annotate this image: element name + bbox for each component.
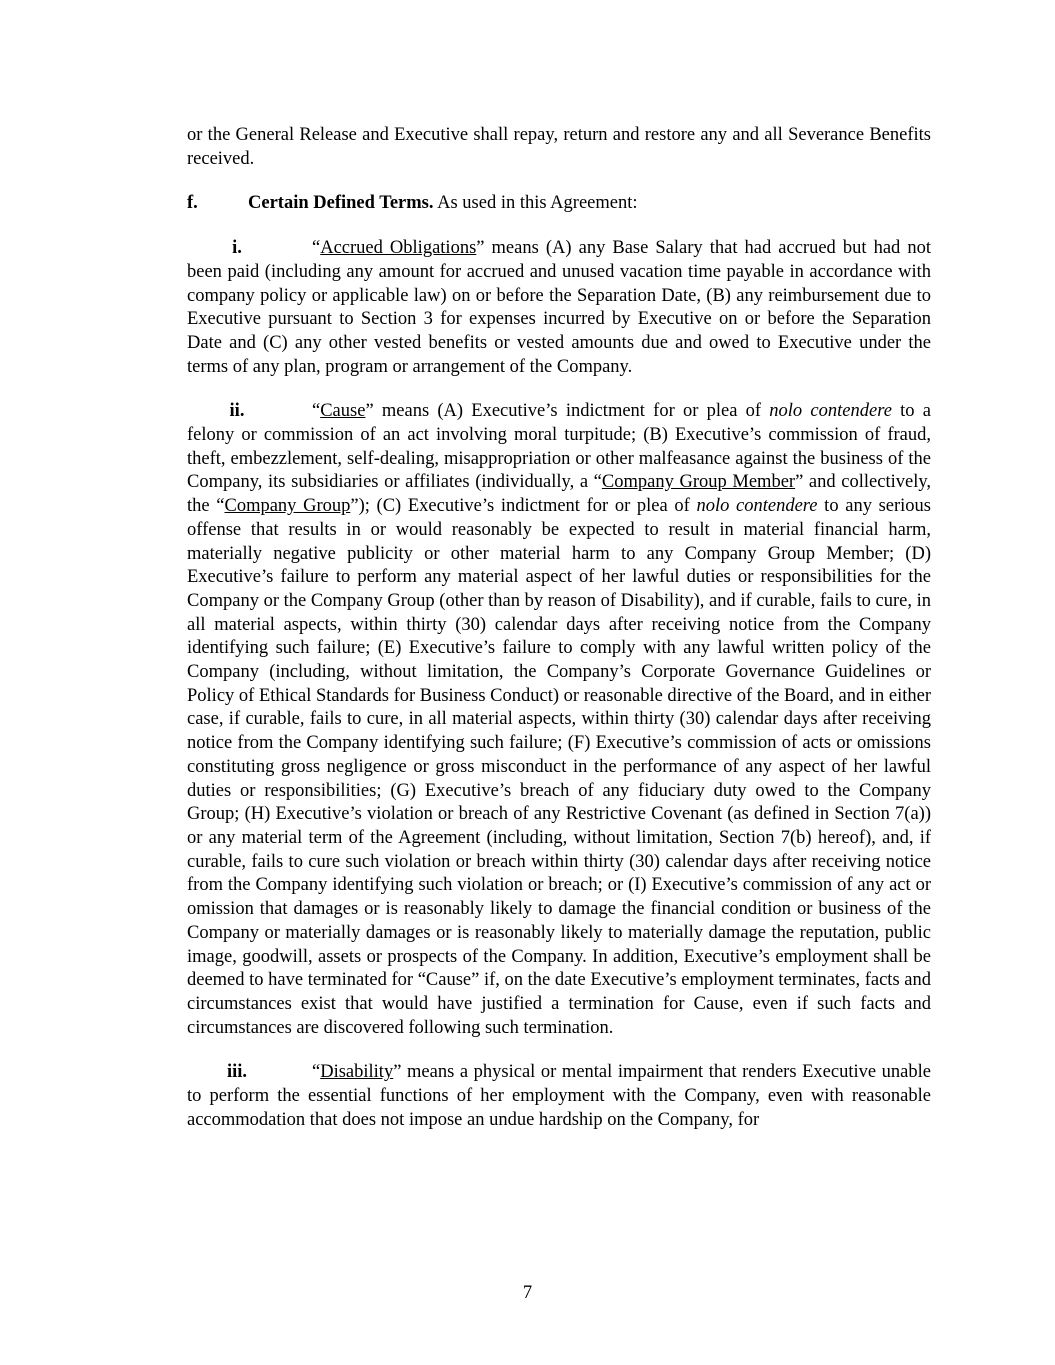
item-i-open-quote: “ <box>312 238 321 259</box>
item-i-number: i. <box>232 238 242 259</box>
item-ii-term-company-group-member: Company Group Member <box>601 472 796 493</box>
section-f-label: f. <box>187 193 198 214</box>
item-i-text: ” means (A) any Base Salary that had accrued but had not been paid (including any amount for accrued and unused vacation time payable in accordance with company policy or applicable law) on or before the Separation Date, (B) any reimbursement due to Executive pursuant to Section 3 for expenses incurred by Executive on or before the Separation Date and (C) any other vested benefits or vested amounts due and owed to Executive under the terms of any plan, program or arrangement of the Company. <box>187 238 931 377</box>
item-iii-number: iii. <box>226 1062 248 1083</box>
section-f-heading: Certain Defined Terms. <box>248 193 434 214</box>
section-f-paragraph <box>187 192 931 216</box>
section-f-intro: As used in this Agreement: <box>433 193 638 214</box>
definition-disability <box>187 1061 931 1132</box>
item-ii-text-c: ” and collectively, the “ <box>187 472 932 517</box>
item-iii-open-quote: “ <box>312 1062 321 1083</box>
item-ii-text-d: ”); (C) Executive’s indictment for or plea of <box>350 496 697 517</box>
item-ii-text-b: to a felony or commission of an act involving moral turpitude; (B) Executive’s commission of fraud, theft, embezzlement, self-dealing, misappropriation or other malfeasance against the business of the Company, its subsidiaries or affiliates (individually, a “ <box>187 401 931 493</box>
continuation-paragraph: or the General Release and Executive shall repay, return and restore any and all Severance Benefits received. <box>187 125 931 169</box>
definition-cause <box>187 400 931 1040</box>
item-iii-text: ” means a physical or mental impairment that renders Executive unable to perform the essential functions of her employment with the Company, even with reasonable accommodation that does not impose an undue hardship on the Company, for <box>187 1062 931 1130</box>
item-ii-term-company-group: Company Group <box>224 496 351 517</box>
item-i-term: Accrued Obligations <box>320 238 477 259</box>
item-ii-number: ii. <box>229 401 245 422</box>
page-number: 7 <box>522 1283 533 1303</box>
item-ii-text-a: ” means (A) Executive’s indictment for or plea of <box>365 401 770 422</box>
item-iii-term: Disability <box>320 1062 394 1083</box>
item-ii-term: Cause <box>320 401 366 422</box>
item-ii-italic-1: nolo contendere <box>769 401 892 422</box>
item-ii-text-e: to any serious offense that results in or would reasonably be expected to result in material financial harm, materially negative publicity or other material harm to any Company Group Member; (D) Executive’s failure to perform any material aspect of her lawful duties or responsibilities for the Company or the Company Group (other than by reason of Disability), and if curable, fails to cure, in all material aspects, within thirty (30) calendar days after receiving notice from the Company identifying such failure; (E) Executive’s failure to comply with any lawful written policy of the Company (including, without limitation, the Company’s Corporate Governance Guidelines or Policy of Ethical Standards for Business Conduct) or reasonable directive of the Board, and in either case, if curable, fails to cure, in all material aspects, within thirty (30) calendar days after receiving notice from the Company identifying such failure; (F) Executive’s commission of acts or omissions constituting gross negligence or gross misconduct in the performance of any aspect of her lawful duties or responsibilities; (G) Executive’s breach of any fiduciary duty owed to the Company Group; (H) Executive’s violation or breach of any Restrictive Covenant (as defined in Section 7(a)) or any material term of the Agreement (including, without limitation, Section 7(b) hereof), and, if curable, fails to cure such violation or breach within thirty (30) calendar days after receiving notice from the Company identifying such violation or breach; or (I) Executive’s commission of any act or omission that damages or is reasonably likely to damage the financial condition or business of the Company or materially damages or is reasonably likely to materially damage the reputation, public image, goodwill, assets or prospects of the Company. In addition, Executive’s employment shall be deemed to have terminated for “Cause” if, on the date Executive’s employment terminates, facts and circumstances exist that would have justified a termination for Cause, even if such facts and circumstances are discovered following such termination. <box>187 496 932 1038</box>
item-ii-open-quote: “ <box>312 401 321 422</box>
item-ii-italic-2: nolo contendere <box>696 496 818 517</box>
document-page <box>187 124 931 1153</box>
definition-accrued-obligations <box>187 237 931 379</box>
